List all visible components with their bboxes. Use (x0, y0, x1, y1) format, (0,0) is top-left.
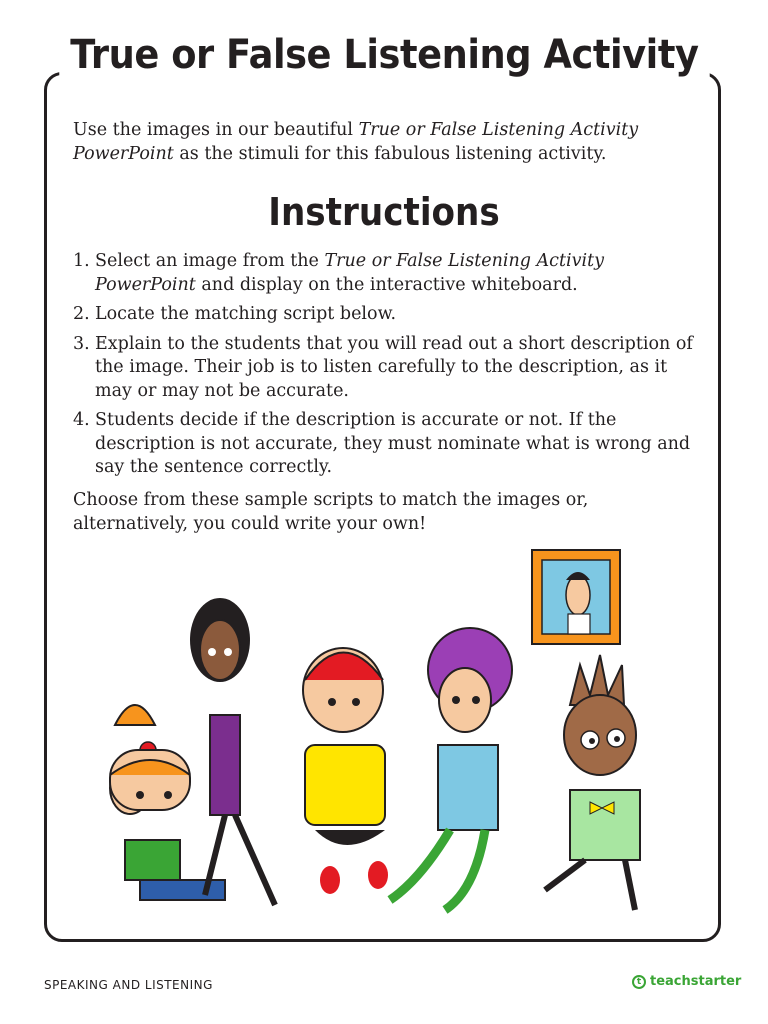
portrait-frame (532, 550, 620, 644)
instruction-step: 1. Select an image from the True or False Listening Activity PowerPoint and display on the interactive whiteboard. (73, 251, 605, 295)
teachstarter-icon: t (632, 975, 646, 989)
child-purple-top (190, 598, 275, 905)
brand-name: teachstarter (650, 974, 742, 989)
instruction-step: 3. Explain to the students that you will read out a short description of the image. Their job is to listen carefully to the description, as it may or may not be accurate. (73, 333, 693, 401)
child-purple-hair (390, 628, 512, 910)
choose-paragraph: Choose from these sample scripts to match the images or, alternatively, you could write your own! (73, 490, 589, 534)
child-orange-hair (110, 705, 225, 900)
instruction-step: 2. Locate the matching script below. (73, 304, 397, 324)
instruction-list (73, 250, 693, 486)
child-yellow-top (303, 648, 388, 894)
intro-paragraph: Use the images in our beautiful True or False Listening Activity PowerPoint as the stimuli for this fabulous listening activity. (73, 120, 639, 164)
child-spiky-hair (545, 655, 640, 910)
instruction-step: 4. Students decide if the description is accurate or not. If the description is not accurate, they must nominate what is wrong and say the sentence correctly. (73, 410, 691, 477)
brand-logo (632, 974, 741, 989)
children-listening-illustration (60, 540, 710, 930)
footer-subject: SPEAKING AND LISTENING (44, 978, 213, 992)
page-title: True or False Listening Activity (0, 32, 768, 78)
instructions-heading: Instructions (268, 190, 500, 234)
